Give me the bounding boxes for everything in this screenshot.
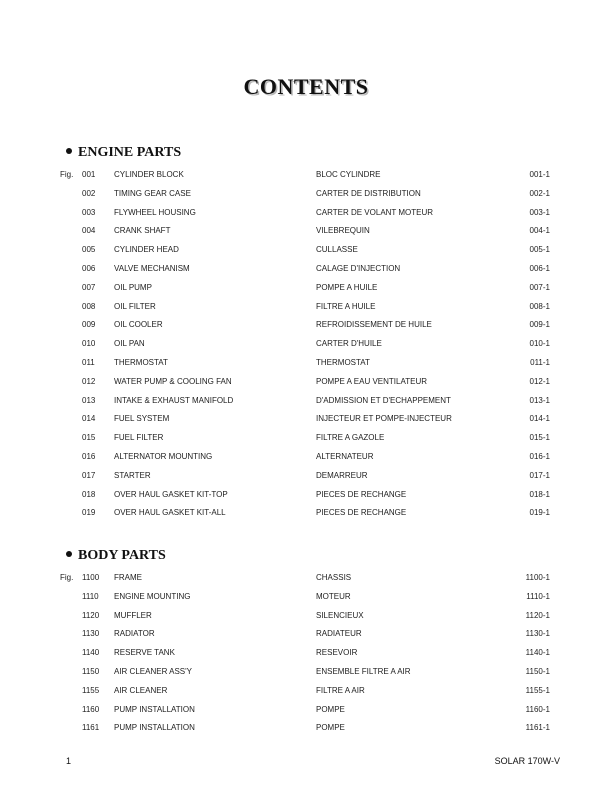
toc-row[interactable] (0, 469, 612, 483)
toc-row[interactable] (0, 646, 612, 660)
english-title: RESERVE TANK (114, 648, 175, 658)
page-number: 1 (66, 756, 72, 766)
english-title: AIR CLEANER ASS'Y (114, 667, 192, 676)
fig-label: Fig. (60, 170, 74, 179)
page-reference: 010-1 (529, 339, 550, 349)
english-title: OIL COOLER (114, 320, 163, 330)
french-title: THERMOSTAT (316, 358, 370, 367)
page-reference: 003-1 (529, 207, 550, 217)
fig-label: Fig. (60, 573, 74, 582)
page-reference: 011-1 (530, 358, 550, 367)
page-reference: 1155-1 (525, 685, 550, 695)
figure-number: 1160 (82, 704, 100, 714)
toc-row[interactable] (0, 609, 612, 623)
french-title: INJECTEUR ET POMPE-INJECTEUR (316, 414, 452, 424)
french-title: CARTER DE DISTRIBUTION (316, 188, 421, 198)
english-title: FLYWHEEL HOUSING (114, 207, 196, 217)
figure-number: 009 (82, 320, 96, 330)
figure-number: 005 (82, 245, 96, 255)
french-title: MOTEUR (316, 591, 351, 601)
french-title: PIECES DE RECHANGE (316, 508, 407, 518)
english-title: CRANK SHAFT (114, 226, 171, 236)
page-reference: 002-1 (529, 188, 550, 198)
toc-row[interactable] (0, 337, 612, 351)
page-reference: 1150-1 (525, 667, 550, 676)
toc-row[interactable] (0, 721, 612, 735)
french-title: CALAGE D'INJECTION (316, 264, 401, 273)
english-title: OVER HAUL GASKET KIT-ALL (114, 508, 226, 518)
figure-number: 007 (82, 282, 96, 292)
figure-number: 003 (82, 207, 96, 217)
english-title: OIL FILTER (114, 301, 156, 311)
english-title: FUEL SYSTEM (114, 414, 170, 424)
toc-row[interactable] (0, 450, 612, 464)
toc-row[interactable] (0, 300, 612, 314)
figure-number: 012 (82, 376, 96, 386)
figure-number: 018 (82, 489, 96, 499)
page-reference: 007-1 (529, 282, 550, 292)
figure-number: 1120 (82, 610, 100, 620)
figure-number: 1161 (82, 723, 100, 733)
page-reference: 013-1 (529, 395, 550, 405)
figure-number: 017 (82, 470, 96, 480)
french-title: CULLASSE (316, 245, 358, 255)
french-title: ALTERNATEUR (316, 452, 374, 461)
french-title: PIECES DE RECHANGE (316, 489, 407, 499)
english-title: AIR CLEANER (114, 685, 168, 695)
english-title: FRAME (114, 573, 142, 582)
english-title: PUMP INSTALLATION (114, 704, 195, 714)
page-reference: 004-1 (529, 226, 550, 236)
french-title: RADIATEUR (316, 629, 362, 639)
toc-row[interactable] (0, 665, 612, 679)
page-reference: 1110-1 (526, 591, 550, 601)
section-heading-label: BODY PARTS (78, 548, 166, 563)
figure-number: 001 (82, 170, 96, 179)
figure-number: 1100 (82, 573, 100, 582)
figure-number: 1140 (82, 648, 100, 658)
section-heading (66, 548, 166, 564)
page-reference: 009-1 (529, 320, 550, 330)
english-title: VALVE MECHANISM (114, 264, 190, 273)
french-title: D'ADMISSION ET D'ECHAPPEMENT (316, 395, 451, 405)
figure-number: 013 (82, 395, 96, 405)
figure-number: 1110 (82, 591, 99, 601)
english-title: MUFFLER (114, 610, 152, 620)
english-title: OIL PAN (114, 339, 145, 349)
french-title: REFROIDISSEMENT DE HUILE (316, 320, 432, 330)
english-title: INTAKE & EXHAUST MANIFOLD (114, 395, 234, 405)
model-name: SOLAR 170W-V (494, 756, 560, 766)
page-reference: 1130-1 (525, 629, 550, 639)
figure-number: 016 (82, 452, 96, 461)
page-reference: 016-1 (529, 452, 550, 461)
bullet-icon (66, 551, 72, 557)
page-reference: 1140-1 (525, 648, 550, 658)
page-reference: 1160-1 (525, 704, 550, 714)
page-reference: 017-1 (529, 470, 550, 480)
french-title: RESEVOIR (316, 648, 358, 658)
figure-number: 006 (82, 264, 96, 273)
french-title: ENSEMBLE FILTRE A AIR (316, 667, 411, 676)
french-title: VILEBREQUIN (316, 226, 370, 236)
english-title: FUEL FILTER (114, 433, 164, 443)
figure-number: 1150 (82, 667, 100, 676)
figure-number: 008 (82, 301, 96, 311)
figure-number: 1130 (82, 629, 100, 639)
english-title: CYLINDER BLOCK (114, 170, 184, 179)
figure-number: 011 (82, 358, 95, 367)
english-title: STARTER (114, 470, 151, 480)
page-title: CONTENTS (243, 74, 369, 99)
english-title: ALTERNATOR MOUNTING (114, 452, 213, 461)
figure-number: 002 (82, 188, 96, 198)
page-reference: 008-1 (529, 301, 550, 311)
page-reference: 001-1 (529, 170, 550, 179)
english-title: RADIATOR (114, 629, 155, 639)
toc-row[interactable] (0, 488, 612, 502)
french-title: POMPE A HUILE (316, 282, 378, 292)
page-reference: 018-1 (529, 489, 550, 499)
page-reference: 005-1 (529, 245, 550, 255)
french-title: BLOC CYLINDRE (316, 170, 381, 179)
toc-row[interactable] (0, 243, 612, 257)
toc-row[interactable] (0, 571, 612, 585)
toc-row[interactable] (0, 356, 612, 370)
english-title: WATER PUMP & COOLING FAN (114, 376, 232, 386)
toc-row[interactable] (0, 590, 612, 604)
toc-row[interactable] (0, 431, 612, 445)
toc-row[interactable] (0, 684, 612, 698)
toc-row[interactable] (0, 375, 612, 389)
toc-row[interactable] (0, 224, 612, 238)
french-title: POMPE A EAU VENTILATEUR (316, 376, 427, 386)
figure-number: 1155 (82, 685, 100, 695)
toc-row[interactable] (0, 206, 612, 220)
toc-row[interactable] (0, 627, 612, 641)
french-title: DEMARREUR (316, 470, 368, 480)
english-title: CYLINDER HEAD (114, 245, 179, 255)
english-title: THERMOSTAT (114, 358, 168, 367)
toc-row[interactable] (0, 262, 612, 276)
french-title: SILENCIEUX (316, 610, 364, 620)
section-heading (66, 145, 181, 161)
toc-row[interactable] (0, 281, 612, 295)
english-title: TIMING GEAR CASE (114, 188, 191, 198)
english-title: OIL PUMP (114, 282, 152, 292)
page-reference: 012-1 (529, 376, 550, 386)
french-title: FILTRE A HUILE (316, 301, 376, 311)
toc-row[interactable] (0, 394, 612, 408)
french-title: CARTER DE VOLANT MOTEUR (316, 207, 434, 217)
english-title: OVER HAUL GASKET KIT-TOP (114, 489, 228, 499)
section-heading-label: ENGINE PARTS (78, 145, 182, 160)
french-title: CARTER D'HUILE (316, 339, 382, 349)
english-title: ENGINE MOUNTING (114, 591, 191, 601)
page-reference: 019-1 (529, 508, 550, 518)
figure-number: 014 (82, 414, 96, 424)
page-reference: 015-1 (529, 433, 550, 443)
toc-row[interactable] (0, 168, 612, 182)
french-title: CHASSIS (316, 573, 352, 582)
page-reference: 1161-1 (525, 723, 550, 733)
toc-row[interactable] (0, 506, 612, 520)
page-reference: 006-1 (529, 264, 550, 273)
toc-row[interactable] (0, 703, 612, 717)
toc-row[interactable] (0, 318, 612, 332)
figure-number: 015 (82, 433, 96, 443)
page-reference: 014-1 (529, 414, 550, 424)
page-reference: 1120-1 (525, 610, 550, 620)
figure-number: 010 (82, 339, 96, 349)
bullet-icon (66, 148, 72, 154)
toc-row[interactable] (0, 412, 612, 426)
figure-number: 004 (82, 226, 96, 236)
english-title: PUMP INSTALLATION (114, 723, 195, 733)
french-title: FILTRE A AIR (316, 685, 365, 695)
toc-row[interactable] (0, 187, 612, 201)
page-reference: 1100-1 (525, 573, 550, 582)
french-title: POMPE (316, 723, 345, 733)
figure-number: 019 (82, 508, 96, 518)
french-title: POMPE (316, 704, 345, 714)
french-title: FILTRE A GAZOLE (316, 433, 385, 443)
